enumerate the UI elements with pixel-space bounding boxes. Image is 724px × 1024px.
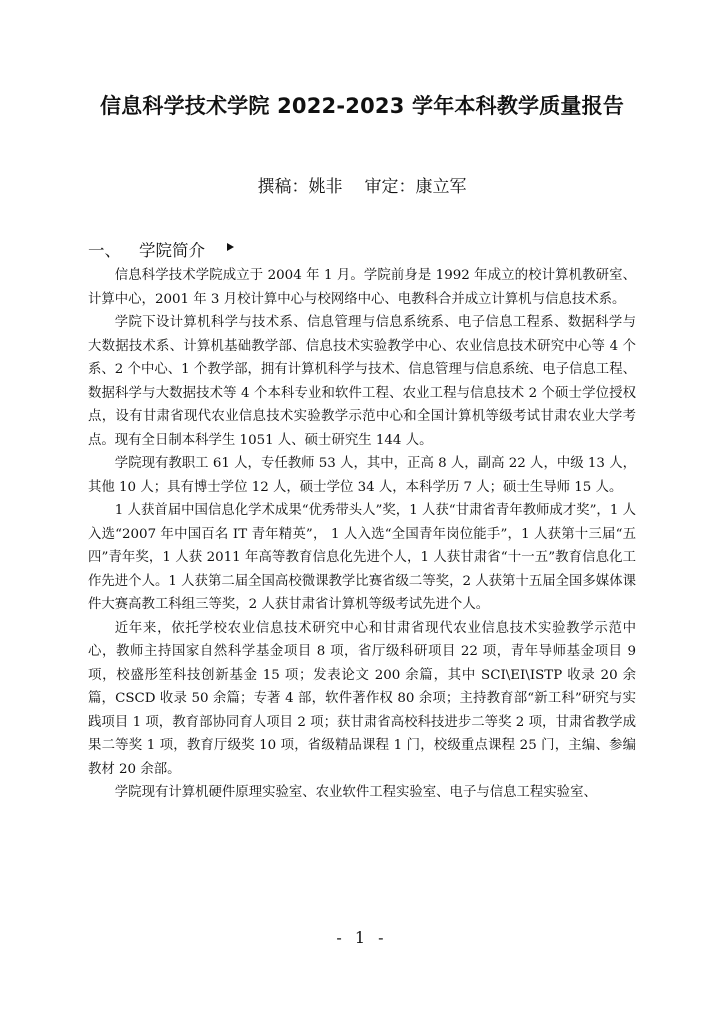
report-title: 信息科学技术学院 2022-2023 学年本科教学质量报告: [99, 94, 625, 118]
page-number: - 1 -: [336, 928, 388, 947]
drafted-by: 撰稿：姚非: [257, 177, 343, 197]
section-title: 学院简介: [139, 241, 205, 260]
paragraph-labs: 学院现有计算机硬件原理实验室、农业软件工程实验室、电子与信息工程实验室、: [114, 785, 597, 800]
paragraph-research: 近年来，依托学校农业信息技术研究中心和甘肃省现代农业信息技术实验教学示范中心，教师主持国家自然科学基金项目 8 项，省厅级科研项目 22 项，青年导师基金项目 9 项，校盛彤笙科技创新基金 15 项；发表论文 200 余篇，其中 SCI\EI\ISTP 收录 20 余篇，CSCD 收录 50 余篇；专著 4 部，软件著作权 80 余项；主持教育部“新工科”研究与实践项目 1 项，教育部协同育人项目 2 项；获甘肃省高校科技进步二等奖 2 项，甘肃省教学成果二等奖 1 项，教育厅级奖 10 项，省级精品课程 1 门，校级重点课程 25 门，主编、参编教材 20 余部。: [88, 620, 636, 777]
paragraph-awards: 1 人获首届中国信息化学术成果“优秀带头人”奖，1 人获“甘肃省青年教师成才奖”，1 人入选“2007 年中国百名 IT 青年精英”， 1 人入选“全国青年岗位能手”，1 人获第十三届“五四”青年奖，1 人获 2011 年高等教育信息化先进个人，1 人获甘肃省“十一五”教育信息化工作先进个人。1 人获第二届全国高校微课教学比赛省级二等奖，2 人获第十五届全国多媒体课件大赛高教工科组三等奖，2 人获甘肃省计算机等级考试先进个人。: [88, 503, 636, 612]
reviewed-by: 审定：康立军: [364, 177, 467, 197]
paragraph-departments: 学院下设计算机科学与技术系、信息管理与信息系统系、电子信息工程系、数据科学与大数据技术系、计算机基础教学部、信息技术实验教学中心、农业信息技术研究中心等 4 个系、2 个中心、1 个教学部，拥有计算机科学与技术、信息管理与信息系统、电子信息工程、数据科学与大数据技术等 4 个本科专业和软件工程、农业工程与信息技术 2 个硕士学位授权点，设有甘肃省现代农业信息技术实验教学示范中心和全国计算机等级考试甘肃农业大学考点。现有全日制本科学生 1051 人、硕士研究生 144 人。: [88, 315, 636, 448]
paragraph-founding: 信息科学技术学院成立于 2004 年 1 月。学院前身是 1992 年成立的校计算机教研室、计算中心，2001 年 3 月校计算中心与校网络中心、电教科合并成立计算机与信息技术系。: [88, 268, 636, 307]
author-line: [60, 172, 664, 197]
section-heading: [88, 237, 234, 261]
paragraph-staff: 学院现有教职工 61 人，专任教师 53 人，其中，正高 8 人，副高 22 人，中级 13 人，其他 10 人；具有博士学位 12 人，硕士学位 34 人，本科学历 7 人；硕士生导师 15 人。: [88, 456, 636, 495]
play-arrow-icon[interactable]: [227, 243, 234, 251]
section-body: [88, 264, 636, 805]
section-number: 一、: [88, 241, 121, 260]
